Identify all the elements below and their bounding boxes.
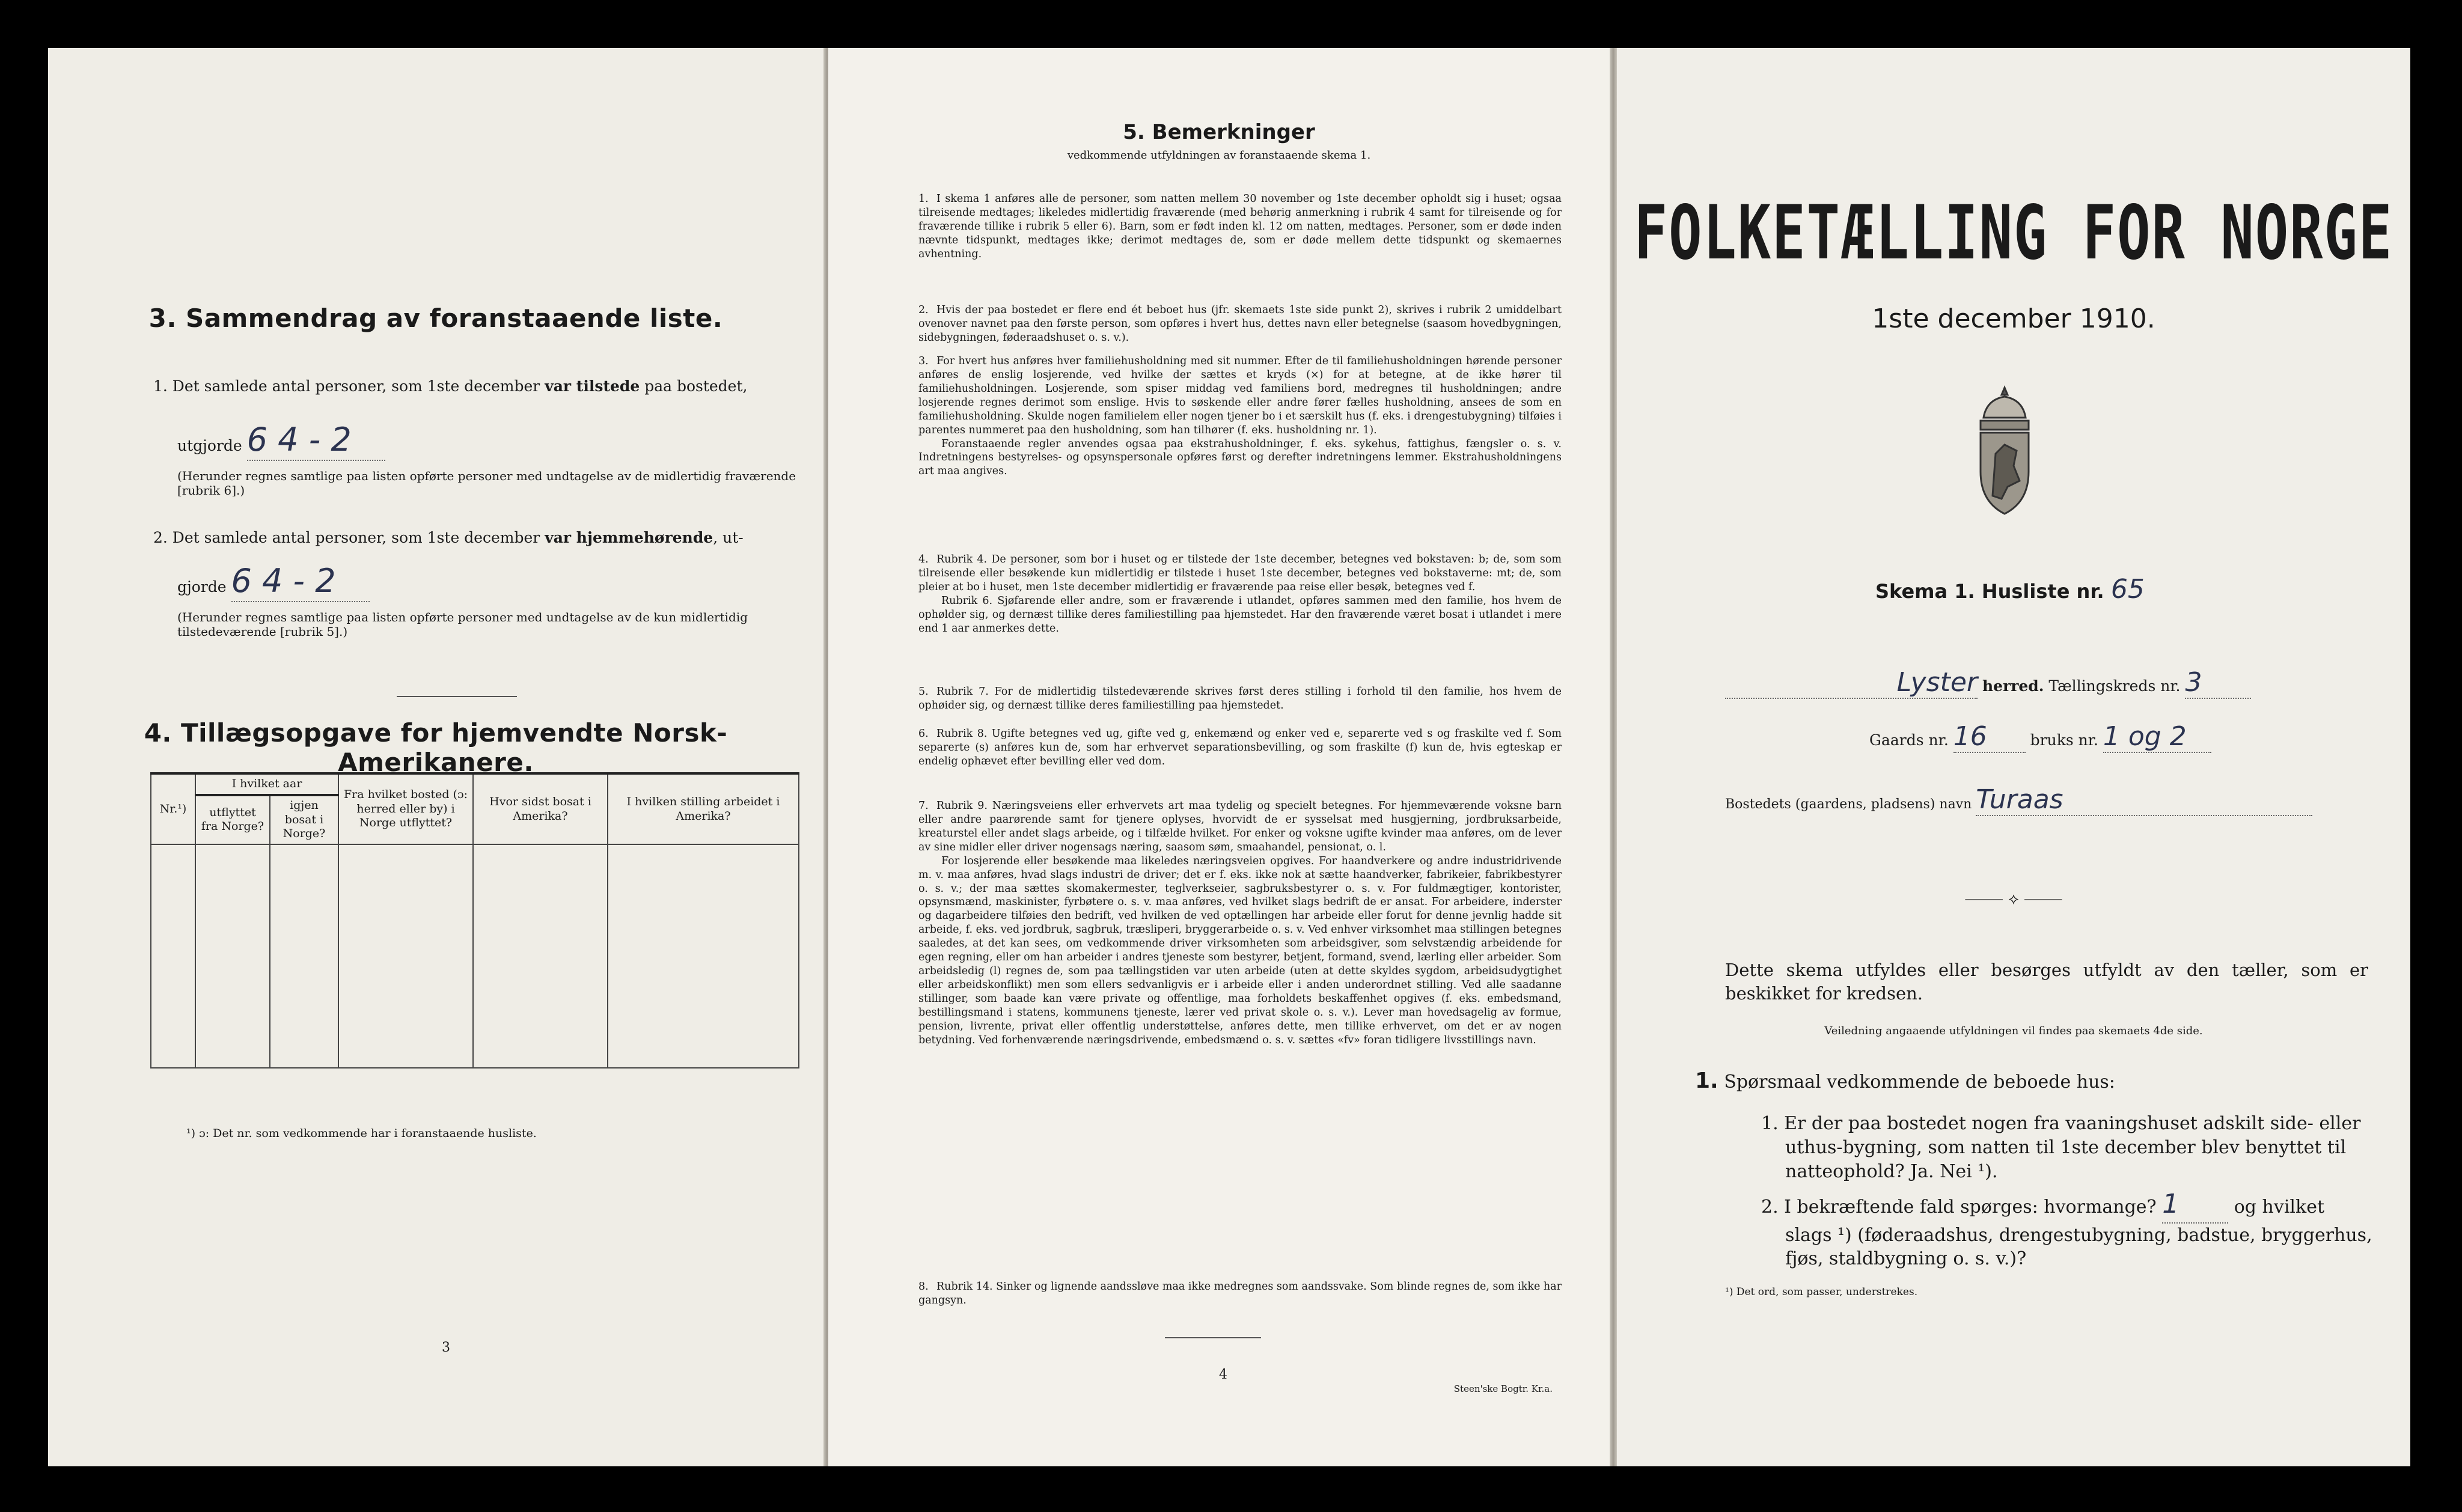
- kreds-value: 3: [2185, 667, 2251, 699]
- remark-3: 3. For hvert hus anføres hver familiehusholdning med sit nummer. Efter de til familiehusholdningen hørende personer anføres de enslig losjerende, ved hvilke der sættes et kryds (×) for at betegne, at de ikke hører til familiehusholdningen. Losjerende, som spiser middag ved familiens bord, medregnes til husholdningen; andre losjerende regnes derimot som enslige. Hvis to søskende eller andre fører fælles husholdning, ansees de som en familiehusholdning. Skulde nogen familielem eller nogen tjener bo i et særskilt hus (f. eks. i drengestubygning) tilføies i parentes nummeret paa den husholdning, som han tilhører (f. eks. husholdning nr. 1). Foranstaaende regler anvendes ogsaa paa ekstrahusholdninger, f. eks. sykehus, fattighus, fængsler o. s. v. Indretningens bestyrelses- og opsynspersonale opføres først og derefter indretningens lemmer. Ekstrahusholdningens art maa angives.: [918, 355, 1562, 478]
- q2-value: 1: [2162, 1187, 2228, 1224]
- item2-gjorde: gjorde 6 4 - 2: [177, 562, 370, 602]
- item1-value: 6 4 - 2: [247, 421, 385, 461]
- bosted-line: Bostedets (gaardens, pladsens) navn Turaas: [1725, 784, 2312, 816]
- section4-title: 4. Tillægsopgave for hjemvendte Norsk-Amerikanere.: [144, 718, 728, 777]
- ornament: ⸻ ⟡ ⸻: [1964, 890, 2063, 908]
- table-row: [151, 934, 799, 978]
- separator-line: [397, 696, 517, 697]
- section5-title: 5. Bemerkninger: [1123, 120, 1315, 144]
- census-date: 1ste december 1910.: [1872, 303, 2155, 334]
- page-middle: [828, 48, 1610, 1466]
- page-number: 3: [442, 1340, 450, 1355]
- gaards-value: 16: [1953, 721, 2026, 753]
- question-2: 2. I bekræftende fald spørges: hvormange? 1 og hvilket slags ¹) (føderaadshus, drengestubygning, badstue, bryggerhus, fjøs, staldbygning o. s. v.)?: [1761, 1187, 2374, 1271]
- remark-1: 1. I skema 1 anføres alle de personer, som natten mellem 30 november og 1ste december opholdt sig i huset; ogsaa tilreisende medtages; likeledes midlertidig fraværende (med behørig anmerkning i rubrik 4 samt for tilreisende og for fraværende tillike i rubrik 5 eller 6). Barn, som er født inden kl. 12 om natten, medtages. Personer, som er døde inden nævnte tidspunkt, medtages ikke; derimot medtages de, som er døde mellem dette tidspunkt og skemaernes avhentning.: [918, 193, 1562, 260]
- item1-note: (Herunder regnes samtlige paa listen opførte personer med undtagelse av de midlertidig fraværende [rubrik 6].): [177, 469, 796, 498]
- footnote: ¹) Det ord, som passer, understrekes.: [1725, 1286, 1918, 1298]
- remark-6: 6. Rubrik 8. Ugifte betegnes ved ug, gifte ved g, enkemænd og enker ved e, separerte ved s og fraskilte ved f. Som separerte (s) anføres kun de, som har erhvervet separationsbevilling, og som fraskilte (f) kun de, hvis egteskap er endelig ophævet efter bevilling eller ved dom.: [918, 728, 1562, 767]
- col-stilling: I hvilken stilling arbeidet i Amerika?: [608, 773, 799, 844]
- remark-7: 7. Rubrik 9. Næringsveiens eller erhvervets art maa tydelig og specielt betegnes. For hjemmeværende voksne barn eller andre paarørende samt for tjenere oplyses, hvorvidt de er sysselsat med husgjerning, jordbruksarbeide, kreaturstel eller andet slags arbeide, og i tilfælde hvilket. For enker og voksne ugifte kvinder maa anføres, om de lever av sine midler eller driver nogensags næring, saasom søm, smaahandel, pensionat, o. l. For losjerende eller besøkende maa likeledes næringsveien opgives. For haandverkere og andre industridrivende m. v. maa anføres, hvad slags industri de driver; det er f. eks. ikke nok at sætte haandverker, fabrikeier, fabrikbestyrer o. s. v.; der maa sættes skomakermester, teglverkseier, sagbruksbestyrer o. s. v. For fuldmægtiger, kontorister, opsynsmænd, maskinister, fyrbøtere o. s. v. maa anføres, ved hvilket slags bedrift de er ansat. For arbeidere, inderster og dagarbeidere tilføies den bedrift, ved hvilken de ved optællingen har arbeide eller forut for denne jevnlig hadde sit arbeide, f. eks. ved jordbruk, sagbruk, træsliperi, bryggerarbeide o. s. v. Ved enhver virksomhet maa stillingen betegnes saaledes, at det kan sees, om vedkommende driver virksomheten som arbeidsgiver, som selvstændig arbeidende for egen regning, eller om han arbeider i andres tjeneste som bestyrer, betjent, formand, svend, lærling eller arbeider. Som arbeidsledig (l) regnes de, som paa tællingstiden var uten arbeide (uten at dette skyldes sygdom, arbeidsudygtighet eller arbeidskonflikt) men som ellers sedvanligvis er i arbeide eller i anden underordnet stilling. Ved alle saadanne stillinger, som baade kan være private og offentlige, maa forholdets beskaffenhet opgives (f. eks. embedsmand, bestillingsmand i statens, kommunens tjeneste, lærer ved privat skole o. s. v.). Lever man hovedsagelig av formue, pension, livrente, privat eller offentlig understøttelse, anføres dette, men tillike erhvervet, om det er av nogen betydning. Ved forhenværende næringsdrivende, embedsmænd o. s. v. sættes «fv» foran tidligere livsstillings navn.: [918, 800, 1562, 1046]
- col-amerika: Hvor sidst bosat i Amerika?: [473, 773, 608, 844]
- census-title: FOLKETÆLLING FOR NORGE: [1634, 189, 2393, 276]
- coat-of-arms-icon: [1960, 382, 2050, 520]
- bruks-value: 1 og 2: [2103, 721, 2211, 753]
- table-row: [151, 844, 799, 889]
- herred-line: Lyster herred. Tællingskreds nr. 3: [1725, 667, 2368, 699]
- page-left: [48, 48, 823, 1466]
- skema-line: Skema 1. Husliste nr. 65: [1875, 574, 2145, 605]
- table-row: [151, 978, 799, 1023]
- instruction-small: Veiledning angaaende utfyldningen vil findes paa skemaets 4de side.: [1824, 1025, 2203, 1037]
- husliste-nr: 65: [2110, 574, 2145, 605]
- questions-heading: 1. Spørsmaal vedkommende de beboede hus:: [1695, 1068, 2115, 1093]
- page-right: [1617, 48, 2410, 1466]
- instruction: Dette skema utfyldes eller besørges utfyldt av den tæller, som er beskikket for kredsen.: [1725, 960, 2368, 1004]
- table-row: [151, 889, 799, 934]
- gaards-line: Gaards nr. 16 bruks nr. 1 og 2: [1869, 721, 2211, 753]
- col-igjen: igjen bosat i Norge?: [270, 795, 338, 844]
- section3-title: 3. Sammendrag av foranstaaende liste.: [148, 303, 723, 333]
- col-utflyttet: utflyttet fra Norge?: [195, 795, 270, 844]
- question-1: 1. Er der paa bostedet nogen fra vaaningshuset adskilt side- eller uthus-bygning, som natten til 1ste december blev benyttet til natteophold? Ja. Nei ¹).: [1761, 1113, 2361, 1182]
- separator-line: [1165, 1337, 1261, 1338]
- gutter: [1610, 48, 1617, 1466]
- remark-8: 8. Rubrik 14. Sinker og lignende aandssløve maa ikke medregnes som aandssvake. Som blinde regnes de, som ikke har gangsyn.: [918, 1281, 1562, 1306]
- bosted-value: Turaas: [1976, 784, 2312, 816]
- section5-subtitle: vedkommende utfyldningen av foranstaaende skema 1.: [1067, 149, 1371, 162]
- norsk-amerikanere-table: [150, 772, 799, 1068]
- col-group-aar: I hvilket aar: [195, 773, 338, 795]
- col-nr: Nr.¹): [151, 773, 195, 844]
- remark-2: 2. Hvis der paa bostedet er flere end ét beboet hus (jfr. skemaets 1ste side punkt 2), skrives i rubrik 2 umiddelbart ovenover navnet paa den første person, som opføres i hvert hus, dettes navn eller betegnelse (saasom hovedbygningen, sidebygningen, føderaadshuset o. s. v.).: [918, 304, 1562, 344]
- item1-utgjorde: utgjorde 6 4 - 2: [177, 421, 385, 461]
- remark-4: 4. Rubrik 4. De personer, som bor i huset og er tilstede der 1ste december, betegnes ved bokstaven: b; de, som som tilreisende eller besøkende kun midlertidig er tilstede i huset 1ste december, betegnes ved bokstaverne: mt; de, som pleier at bo i huset, men 1ste december midlertidig er fraværende paa reise eller besøk, betegnes ved f. Rubrik 6. Sjøfarende eller andre, som er fraværende i utlandet, opføres sammen med den familie, hos hvem de ophølder sig, og dernæst tillike deres familiestilling paa hjemstedet. Har den fraværende været bosat i utlandet i mere end 1 aar anmerkes dette.: [918, 553, 1562, 635]
- item1-text: 1. Det samlede antal personer, som 1ste december var tilstede paa bostedet,: [153, 377, 748, 395]
- item2-value: 6 4 - 2: [231, 562, 370, 602]
- page-number: 4: [1219, 1367, 1227, 1382]
- remark-5: 5. Rubrik 7. For de midlertidig tilstedeværende skrives først deres stilling i forhold til den familie, hos hvem de ophøider sig, og dernæst tillike deres familiestilling paa hjemstedet.: [918, 686, 1562, 712]
- footnote: ¹) ɔ: Det nr. som vedkommende har i foranstaaende husliste.: [186, 1127, 537, 1140]
- col-bosted: Fra hvilket bosted (ɔ: herred eller by) i Norge utflyttet?: [338, 773, 473, 844]
- printer-mark: Steen'ske Bogtr. Kr.a.: [1453, 1383, 1553, 1394]
- herred-value: Lyster: [1725, 667, 1978, 699]
- item2-text: 2. Det samlede antal personer, som 1ste december var hjemmehørende, ut-: [153, 529, 744, 546]
- item2-note: (Herunder regnes samtlige paa listen opførte personer med undtagelse av de kun midlertidig tilstedeværende [rubrik 5].): [177, 610, 748, 639]
- table-row: [151, 1023, 799, 1068]
